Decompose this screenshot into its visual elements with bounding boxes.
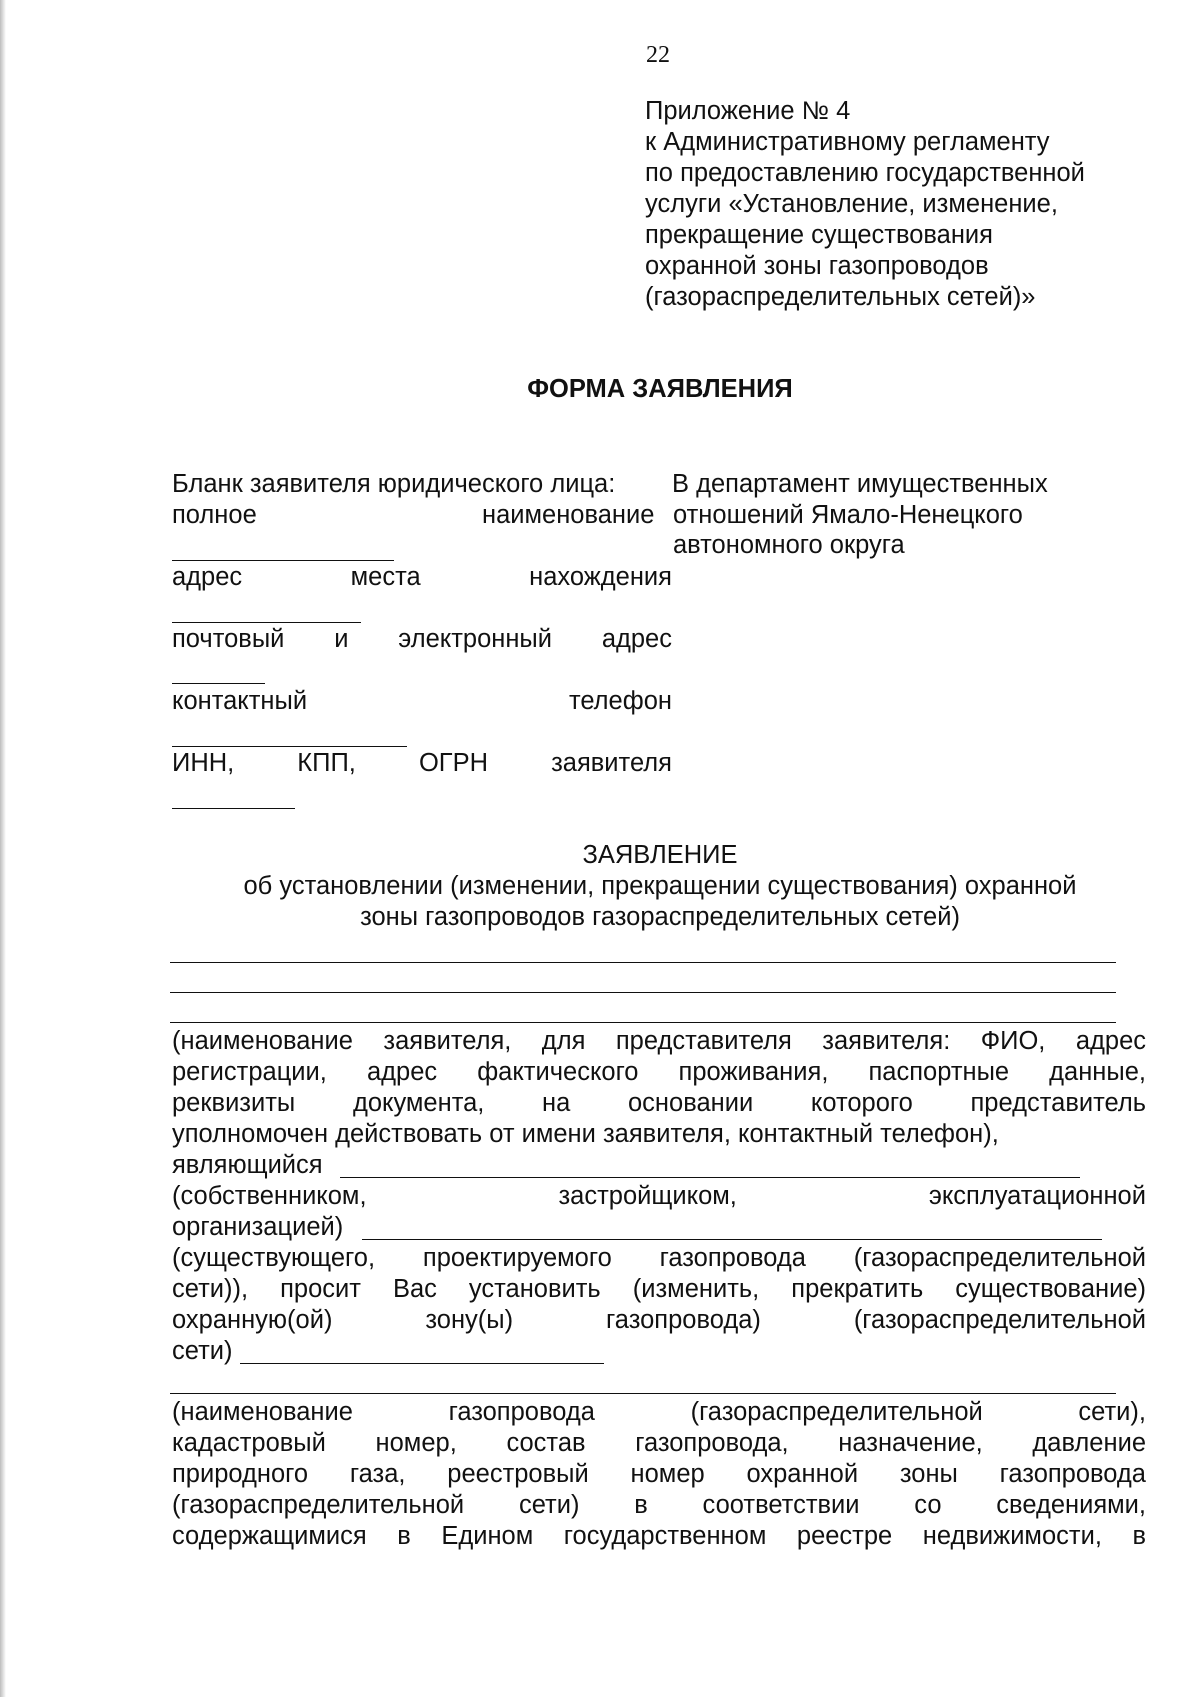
appendix-line: (газораспределительных сетей)» [645, 283, 1036, 311]
pipeline-hint-line: (наименование газопровода (газораспределительной сети), [172, 1398, 1146, 1426]
field-word: КПП, [297, 749, 356, 777]
organization-underline [362, 1239, 1102, 1240]
blank-line [170, 962, 1116, 963]
statement-title: ЗАЯВЛЕНИЕ [582, 841, 738, 869]
role-line: (собственником, застройщиком, эксплуатационной [172, 1182, 1146, 1210]
appendix-line: охранной зоны газопроводов [645, 252, 989, 280]
statement-subtitle: об установлении (изменении, прекращении существования) охранной [243, 872, 1077, 900]
blank-name-underline [172, 560, 394, 561]
appendix-line: Приложение № 4 [645, 97, 851, 125]
applicant-hint-line: уполномочен действовать от имени заявителя, контактный телефон), [172, 1120, 999, 1148]
blank-line [170, 992, 1116, 993]
statement-subtitle: зоны газопроводов газораспределительных сетей) [360, 903, 960, 931]
field-word: нахождения [529, 563, 672, 591]
applicant-hint-line: реквизиты документа, на основании которого представитель [172, 1089, 1146, 1117]
field-word: адрес [172, 563, 243, 591]
inn-field [172, 748, 672, 779]
field-word: ИНН, [172, 749, 235, 777]
blank-label: Бланк заявителя юридического лица: [172, 470, 616, 498]
appendix-line: услуги «Установление, изменение, [645, 190, 1058, 218]
applicant-hint-line: регистрации, адрес фактического проживания, паспортные данные, [172, 1058, 1146, 1086]
address-field [172, 562, 672, 593]
blank-name-label: наименование [482, 501, 655, 529]
pipeline-hint-line: содержащимися в Едином государственном реестре недвижимости, в [172, 1522, 1146, 1550]
appendix-line: прекращение существования [645, 221, 993, 249]
being-underline [340, 1177, 1080, 1178]
field-word: телефон [568, 687, 672, 715]
field-word: заявителя [551, 749, 672, 777]
postal-underline [172, 683, 265, 684]
appendix-line: по предоставлению государственной [645, 159, 1085, 187]
request-line: сети)), просит Вас установить (изменить, прекратить существование) [172, 1275, 1146, 1303]
pipeline-hint-line: (газораспределительной сети) в соответствии со сведениями, [172, 1491, 1146, 1519]
inn-underline [172, 808, 295, 809]
address-underline [172, 622, 361, 623]
field-word: адрес [601, 625, 672, 653]
field-word: контактный [172, 687, 308, 715]
request-line: (существующего, проектируемого газопровода (газораспределительной [172, 1244, 1146, 1272]
form-title: ФОРМА ЗАЯВЛЕНИЯ [527, 375, 793, 403]
field-word: электронный [398, 625, 553, 653]
blank-line [170, 1022, 1116, 1023]
postal-field [172, 624, 672, 655]
field-word: места [350, 563, 421, 591]
applicant-hint-line: (наименование заявителя, для представителя заявителя: ФИО, адрес [172, 1027, 1146, 1055]
blank-line [170, 1393, 1116, 1394]
addressee-line: автономного округа [673, 531, 905, 559]
field-word: и [334, 625, 349, 653]
addressee-line: В департамент имущественных [672, 470, 1048, 498]
pipeline-hint-line: природного газа, реестровый номер охранной зоны газопровода [172, 1460, 1146, 1488]
phone-underline [172, 746, 407, 747]
phone-field [172, 686, 672, 717]
field-word: ОГРН [418, 749, 489, 777]
request-line: охранную(ой) зону(ы) газопровода) (газораспределительной [172, 1306, 1146, 1334]
field-word: почтовый [172, 625, 285, 653]
being-label: являющийся [172, 1151, 323, 1179]
organization-label: организацией) [172, 1213, 344, 1241]
appendix-line: к Административному регламенту [645, 128, 1050, 156]
addressee-line: отношений Ямало-Ненецкого [673, 501, 1023, 529]
network-underline [240, 1363, 604, 1364]
network-label: сети) [172, 1337, 233, 1365]
pipeline-hint-line: кадастровый номер, состав газопровода, назначение, давление [172, 1429, 1146, 1457]
appendix-block [645, 96, 1085, 313]
page-number: 22 [646, 42, 670, 68]
blank-full-label: полное [172, 501, 257, 529]
